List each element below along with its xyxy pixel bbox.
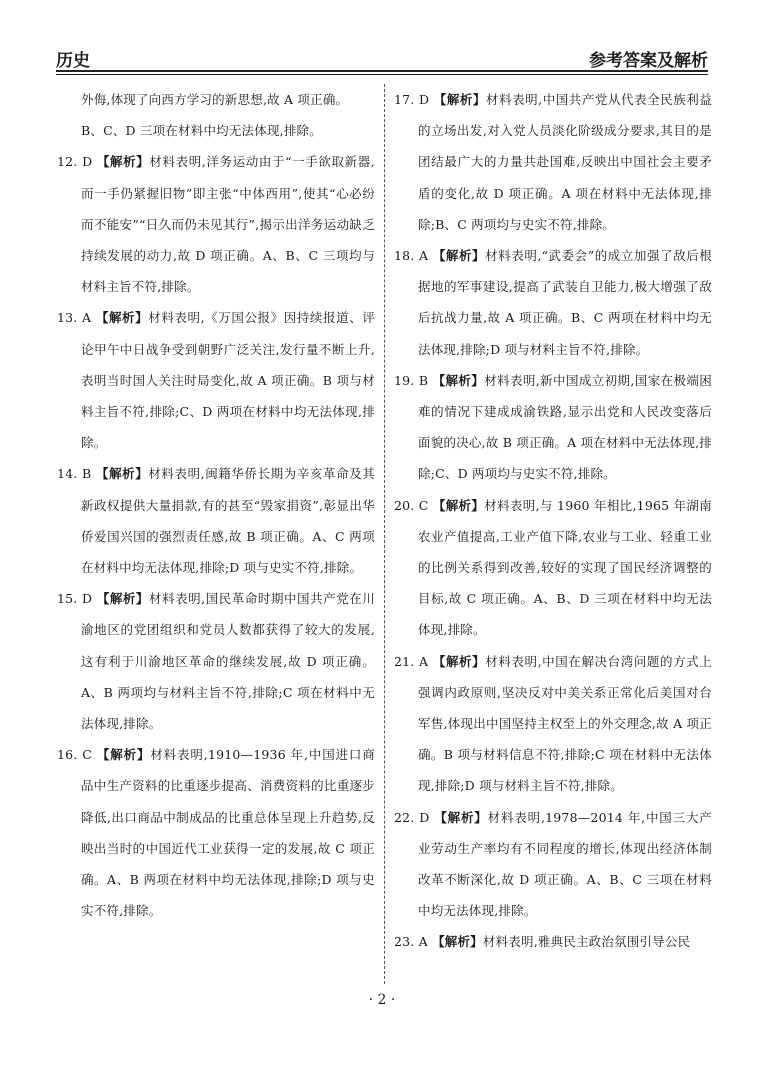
answer-entry	[394, 240, 712, 365]
answer-text: 材料表明,1978—2014 年,中国三大产业劳动生产率均有不同程度的增长,体现出经济体制改革不断深化,故 D 项正确。A、B、C 三项在材料中均无法体现,排除。	[418, 809, 712, 919]
answer-entry	[394, 84, 712, 240]
continuation-text	[57, 84, 375, 146]
right-column	[394, 84, 712, 958]
answer-number: 21. A	[394, 653, 429, 669]
answer-number: 18. A	[394, 248, 429, 264]
subject-label: 历史	[56, 51, 90, 71]
answer-text: 材料表明,《万国公报》因持续报道、评论甲午中日战争受到朝野广泛关注,发行量不断上升,表明当时国人关注时局变化,故 A 项正确。B 项与材料主旨不符,排除;C、D 两项在材料中均无法体现,排除。	[81, 310, 375, 451]
answer-number: 23. A	[394, 934, 428, 950]
answer-entry	[394, 646, 712, 802]
analysis-tag: 【解析】	[96, 747, 151, 763]
answer-number: 14. B	[57, 466, 92, 482]
analysis-tag: 【解析】	[432, 497, 485, 513]
analysis-tag: 【解析】	[433, 92, 486, 107]
answer-number: 19. B	[394, 372, 429, 388]
answer-entry	[394, 365, 712, 490]
answer-entry	[57, 146, 375, 302]
answer-entry	[57, 583, 375, 739]
answer-text: 材料表明,1910—1936 年,中国进口商品中生产资料的比重逐步提高、消费资料的比重逐步降低,出口商品中制成品的比重总体呈现上升趋势,反映出当时的中国近代工业获得一定的发展,故 C 项正确。A、B 两项在材料中均无法体现,排除;D 项与史实不符,排除。	[81, 747, 375, 919]
answer-entry	[57, 739, 375, 926]
answer-text: 材料表明,国民革命时期中国共产党在川渝地区的党团组织和党员人数都获得了较大的发展,这有利于川渝地区革命的继续发展,故 D 项正确。A、B 两项均与材料主旨不符,排除;C 项在材料中无法体现,排除。	[81, 591, 375, 732]
answer-entry	[57, 458, 375, 583]
header-rule	[56, 70, 708, 75]
analysis-tag: 【解析】	[432, 653, 486, 669]
analysis-tag: 【解析】	[96, 466, 149, 482]
left-column	[57, 84, 375, 926]
continuation-line: B、C、D 三项在材料中均无法体现,排除。	[81, 123, 322, 139]
answer-text: 材料表明,与 1960 年相比,1965 年湖南农业产值提高,工业产值下降,农业与工业、轻重工业的比例关系得到改善,较好的实现了国民经济调整的目标,故 C 项正确。A、B、D 三项在材料中均无法体现,排除。	[418, 497, 712, 638]
page-number: · 2 ·	[368, 992, 396, 1008]
answer-text: 材料表明,中国共产党从代表全民族利益的立场出发,对入党人员淡化阶级成分要求,其目的是团结最广大的力量共赴国难,反映出中国社会主要矛盾的变化,故 D 项正确。A 项在材料中无法体现,排除;B、C 两项均与史实不符,排除。	[418, 92, 712, 232]
analysis-tag: 【解析】	[434, 809, 488, 825]
page-header	[56, 44, 708, 72]
answer-text: 材料表明,新中国成立初期,国家在极端困难的情况下建成成渝铁路,显示出党和人民改变落后面貌的决心,故 B 项正确。A 项在材料中无法体现,排除;C、D 两项均与史实不符,排除。	[418, 372, 712, 482]
analysis-tag: 【解析】	[96, 154, 150, 170]
answer-number: 17. D	[394, 92, 430, 107]
answer-text: 材料表明,中国在解决台湾问题的方式上强调内政原则,坚决反对中美关系正常化后美国对台军售,体现出中国坚持主权至上的外交理念,故 A 项正确。B 项与材料信息不符,排除;C 项在材料中无法体现,排除;D 项与材料主旨不符,排除。	[418, 653, 712, 794]
document-title: 参考答案及解析	[589, 51, 708, 71]
answer-text: 材料表明,闽籍华侨长期为辛亥革命及其新政权提供大量捐款,有的甚至“毁家捐资”,彰显出华侨爱国兴国的强烈责任感,故 B 项正确。A、C 两项在材料中均无法体现,排除;D 项与史实不符,排除。	[81, 466, 375, 576]
answer-text: 材料表明,洋务运动由于“一手欲取新器,而一手仍紧握旧物”即主张“中体西用”,使其“心必纷而不能安”“日久而仍未见其行”,揭示出洋务运动缺乏持续发展的动力,故 D 项正确。A、B、C 三项均与材料主旨不符,排除。	[81, 154, 375, 295]
answer-entry	[394, 802, 712, 927]
analysis-tag: 【解析】	[96, 591, 149, 607]
answer-number: 15. D	[57, 591, 93, 607]
analysis-tag: 【解析】	[432, 372, 485, 388]
analysis-tag: 【解析】	[95, 310, 149, 326]
answer-number: 22. D	[394, 809, 430, 825]
answer-number: 13. A	[57, 310, 92, 326]
answer-number: 12. D	[57, 154, 93, 170]
answer-entry	[394, 490, 712, 646]
analysis-tag: 【解析】	[432, 934, 483, 950]
answer-number: 16. C	[57, 747, 93, 763]
answer-entry	[57, 302, 375, 458]
answer-text: 材料表明,雅典民主政治氛围引导公民	[482, 934, 691, 950]
answer-number: 20. C	[394, 497, 429, 513]
analysis-tag: 【解析】	[432, 248, 486, 264]
answer-entry	[394, 926, 712, 957]
continuation-line: 外侮,体现了向西方学习的新思想,故 A 项正确。	[81, 92, 349, 107]
column-divider	[384, 84, 385, 984]
answer-text: 材料表明,“武委会”的成立加强了敌后根据地的军事建设,提高了武装自卫能力,极大增强了敌后抗战力量,故 A 项正确。B、C 两项在材料中均无法体现,排除;D 项与材料主旨不符,排除。	[418, 248, 712, 357]
